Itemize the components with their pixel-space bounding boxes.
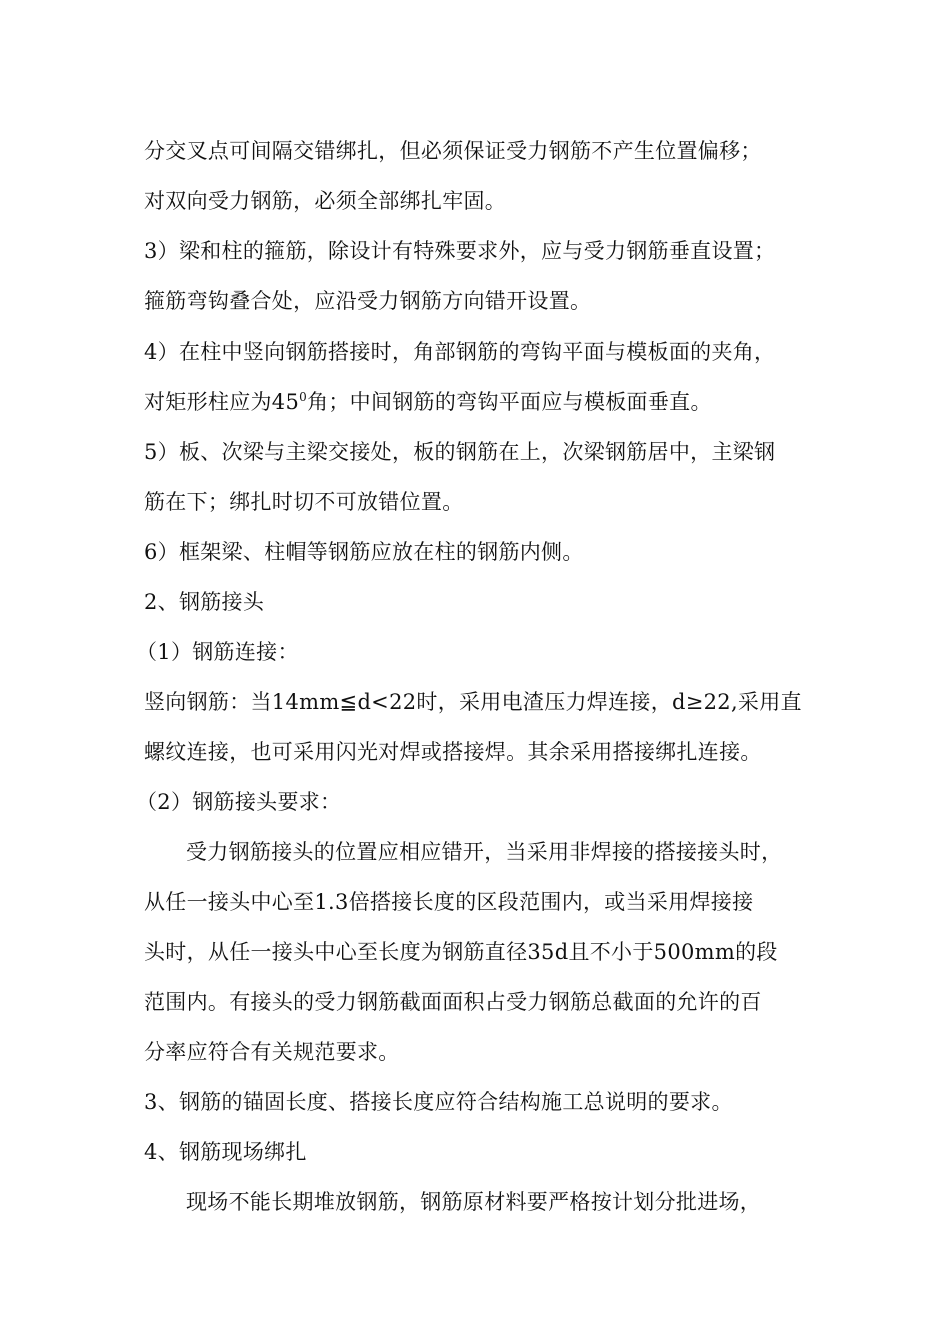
- text-line: 3）梁和柱的箍筋，除设计有特殊要求外，应与受力钢筋垂直设置；: [144, 239, 776, 263]
- text-line: 范围内。有接头的受力钢筋截面面积占受力钢筋总截面的允许的百: [144, 990, 762, 1014]
- section-heading: 3、钢筋的锚固长度、搭接长度应符合结构施工总说明的要求。: [144, 1090, 733, 1114]
- text-line: 头时，从任一接头中心至长度为钢筋直径35d且不小于500mm的段: [144, 940, 778, 964]
- text-line: 分率应符合有关规范要求。: [144, 1040, 400, 1064]
- text-line: 6）框架梁、柱帽等钢筋应放在柱的钢筋内侧。: [144, 540, 584, 564]
- text-line: 对双向受力钢筋，必须全部绑扎牢固。: [144, 189, 507, 213]
- text-segment: 对矩形柱应为45: [144, 390, 300, 414]
- subsection-heading: （1）钢筋连接：: [136, 640, 299, 664]
- text-line: 从任一接头中心至1.3倍搭接长度的区段范围内，或当采用焊接接: [144, 890, 754, 914]
- text-line: 分交叉点可间隔交错绑扎，但必须保证受力钢筋不产生位置偏移；: [144, 139, 762, 163]
- text-line: 筋在下；绑扎时切不可放错位置。: [144, 490, 464, 514]
- subsection-heading: （2）钢筋接头要求：: [136, 790, 342, 814]
- paragraph-first-line: 受力钢筋接头的位置应相应错开，当采用非焊接的搭接接头时，: [186, 840, 783, 864]
- text-line: 箍筋弯钩叠合处，应沿受力钢筋方向错开设置。: [144, 289, 592, 313]
- text-line: 4）在柱中竖向钢筋搭接时，角部钢筋的弯钩平面与模板面的夹角，: [144, 340, 776, 364]
- text-line: 螺纹连接，也可采用闪光对焊或搭接焊。其余采用搭接绑扎连接。: [144, 740, 762, 764]
- section-heading: 2、钢筋接头: [144, 590, 265, 614]
- text-segment: 角；中间钢筋的弯钩平面应与模板面垂直。: [307, 390, 712, 414]
- text-line: 5）板、次梁与主梁交接处，板的钢筋在上，次梁钢筋居中，主梁钢: [144, 440, 776, 464]
- degree-superscript: 0: [299, 390, 308, 404]
- paragraph-first-line: 现场不能长期堆放钢筋，钢筋原材料要严格按计划分批进场，: [186, 1190, 762, 1214]
- section-heading: 4、钢筋现场绑扎: [144, 1140, 307, 1164]
- text-line-with-superscript: [144, 388, 712, 416]
- text-line: 竖向钢筋：当14mm≦d<22时，采用电渣压力焊连接，d≥22,采用直: [144, 690, 802, 714]
